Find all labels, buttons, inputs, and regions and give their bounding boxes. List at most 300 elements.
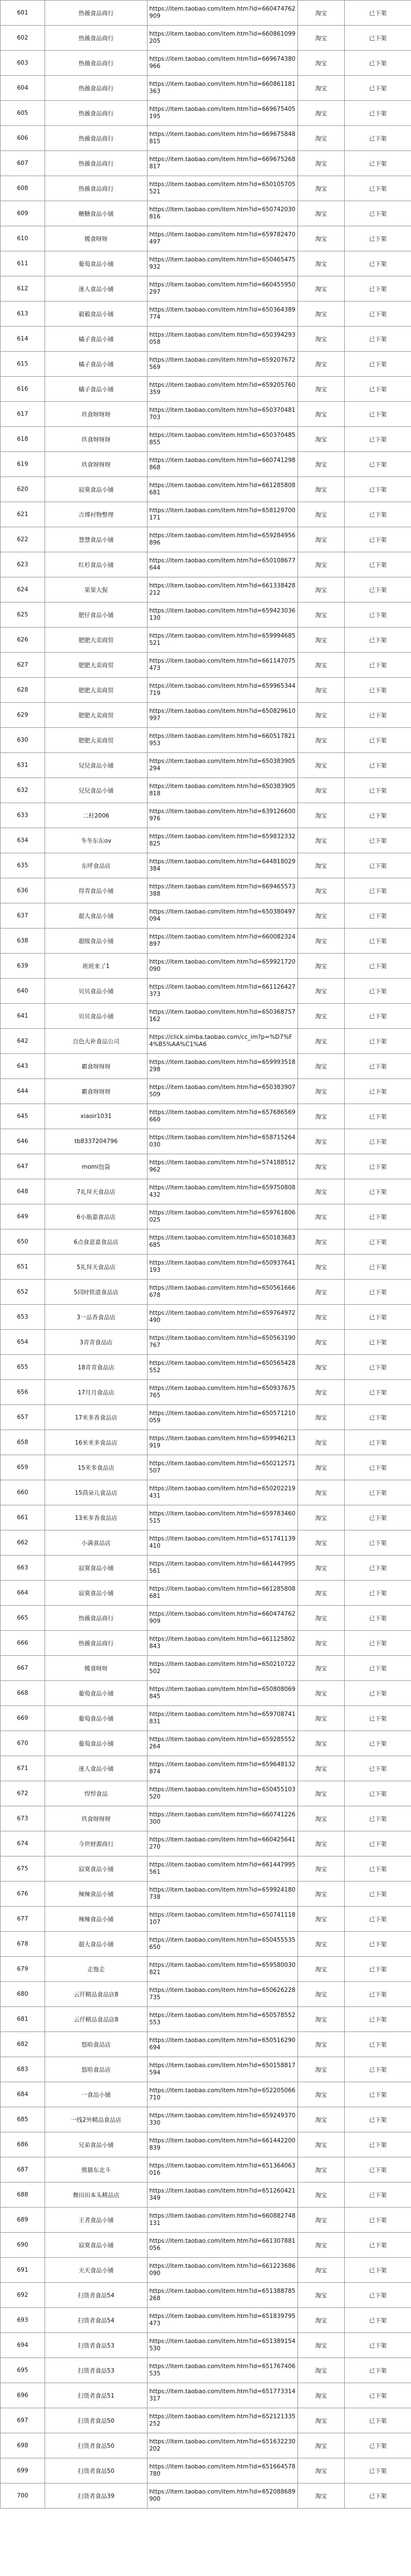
table-row <box>1 1831 411 1856</box>
product-link-cell[interactable]: https://item.taobao.com/item.htm?id=661285808681 <box>148 477 298 502</box>
product-link-cell[interactable]: https://item.taobao.com/item.htm?id=659921720090 <box>148 954 298 979</box>
platform-cell: 淘宝 <box>298 2082 345 2107</box>
row-number-cell: 613 <box>1 302 45 327</box>
row-number-cell: 649 <box>1 1204 45 1229</box>
platform-cell: 淘宝 <box>298 1856 345 1882</box>
status-cell: 已下架 <box>345 1932 411 1957</box>
product-link-cell[interactable]: https://item.taobao.com/item.htm?id=650808069845 <box>148 1681 298 1706</box>
shop-name-cell: 扫货者食品50 <box>45 2458 148 2483</box>
product-link-cell[interactable]: https://item.taobao.com/item.htm?id=660741226300 <box>148 1806 298 1831</box>
product-link-cell[interactable]: https://item.taobao.com/item.htm?id=660882748131 <box>148 2208 298 2233</box>
product-link-cell[interactable]: https://item.taobao.com/item.htm?id=650626228735 <box>148 1982 298 2007</box>
row-number-cell: 697 <box>1 2408 45 2433</box>
row-number-cell: 657 <box>1 1405 45 1430</box>
product-link-cell[interactable]: https://item.taobao.com/item.htm?id=659580030821 <box>148 1957 298 1982</box>
platform-cell: 淘宝 <box>298 803 345 828</box>
product-link-cell[interactable]: https://item.taobao.com/item.htm?id=660425641270 <box>148 1831 298 1856</box>
product-link-cell[interactable]: https://item.taobao.com/item.htm?id=669675268817 <box>148 151 298 176</box>
product-link-cell[interactable]: https://item.taobao.com/item.htm?id=661125802843 <box>148 1631 298 1656</box>
status-cell: 已下架 <box>345 1480 411 1505</box>
status-cell: 已下架 <box>345 1681 411 1706</box>
shop-name-cell: 葡萄食品小铺 <box>45 1731 148 1756</box>
platform-cell: 淘宝 <box>298 2383 345 2408</box>
product-link-cell[interactable]: https://item.taobao.com/item.htm?id=659284956896 <box>148 527 298 552</box>
row-number-cell: 663 <box>1 1556 45 1581</box>
platform-cell: 淘宝 <box>298 1480 345 1505</box>
product-link-cell[interactable]: https://item.taobao.com/item.htm?id=659924180738 <box>148 1882 298 1907</box>
product-link-cell[interactable]: https://item.taobao.com/item.htm?id=650563190767 <box>148 1330 298 1355</box>
table-row <box>1 2408 411 2433</box>
product-link-cell[interactable]: https://item.taobao.com/item.htm?id=650578552553 <box>148 2007 298 2032</box>
table-row <box>1 1129 411 1154</box>
status-cell: 已下架 <box>345 2383 411 2408</box>
product-link-cell[interactable]: https://item.taobao.com/item.htm?id=658129700171 <box>148 502 298 527</box>
shop-name-cell: 走饱走 <box>45 1957 148 1982</box>
status-cell: 已下架 <box>345 903 411 929</box>
shop-name-cell: 东呼食品店 <box>45 853 148 878</box>
status-cell: 已下架 <box>345 1355 411 1380</box>
product-link-cell[interactable]: https://item.taobao.com/item.htm?id=652205066710 <box>148 2082 298 2107</box>
product-link-cell[interactable]: https://item.taobao.com/item.htm?id=651388785268 <box>148 2283 298 2308</box>
status-cell: 已下架 <box>345 1204 411 1229</box>
status-cell: 已下架 <box>345 1430 411 1455</box>
row-number-cell: 630 <box>1 728 45 753</box>
platform-cell: 淘宝 <box>298 628 345 653</box>
platform-cell: 淘宝 <box>298 929 345 954</box>
product-link-cell[interactable]: https://item.taobao.com/item.htm?id=650937641193 <box>148 1255 298 1280</box>
product-link-cell[interactable]: https://item.taobao.com/item.htm?id=650742030816 <box>148 201 298 226</box>
row-number-cell: 654 <box>1 1330 45 1355</box>
table-row <box>1 552 411 577</box>
product-link-cell[interactable]: https://item.taobao.com/item.htm?id=661285808681 <box>148 1581 298 1606</box>
status-cell: 已下架 <box>345 2283 411 2308</box>
product-link-cell[interactable]: https://item.taobao.com/item.htm?id=661442200839 <box>148 2132 298 2157</box>
status-cell: 已下架 <box>345 2308 411 2333</box>
product-link-cell[interactable]: https://item.taobao.com/item.htm?id=660861181363 <box>148 76 298 101</box>
product-link-cell[interactable]: https://item.taobao.com/item.htm?id=659205760359 <box>148 377 298 402</box>
row-number-cell: 625 <box>1 602 45 628</box>
shop-name-cell: 今世财源商行 <box>45 1831 148 1856</box>
product-link-cell[interactable]: https://item.taobao.com/item.htm?id=652121335252 <box>148 2408 298 2433</box>
status-cell: 已下架 <box>345 1856 411 1882</box>
row-number-cell: 685 <box>1 2107 45 2132</box>
platform-cell: 淘宝 <box>298 201 345 226</box>
product-link-cell[interactable]: https://item.taobao.com/item.htm?id=650183683685 <box>148 1229 298 1255</box>
table-row <box>1 2183 411 2208</box>
product-link-cell[interactable]: https://item.taobao.com/item.htm?id=657686569660 <box>148 1104 298 1129</box>
product-link-cell[interactable]: https://item.taobao.com/item.htm?id=651741139410 <box>148 1530 298 1556</box>
product-link-cell[interactable]: https://item.taobao.com/item.htm?id=659207672569 <box>148 352 298 377</box>
product-link-cell[interactable]: https://item.taobao.com/item.htm?id=669465573388 <box>148 878 298 903</box>
shop-name-cell: 超级食品小铺 <box>45 929 148 954</box>
row-number-cell: 694 <box>1 2333 45 2358</box>
row-number-cell: 606 <box>1 126 45 151</box>
product-link-cell[interactable]: https://item.taobao.com/item.htm?id=652088689900 <box>148 2483 298 2509</box>
row-number-cell: 687 <box>1 2157 45 2183</box>
status-cell: 已下架 <box>345 226 411 251</box>
table-row <box>1 1054 411 1079</box>
platform-cell: 淘宝 <box>298 828 345 853</box>
platform-cell: 淘宝 <box>298 427 345 452</box>
platform-cell: 淘宝 <box>298 2258 345 2283</box>
shop-name-cell: 云仟精品食品店8 <box>45 2007 148 2032</box>
shop-name-cell: 热薇食品商行 <box>45 101 148 126</box>
row-number-cell: 628 <box>1 678 45 703</box>
product-link-cell[interactable]: https://item.taobao.com/item.htm?id=659750808432 <box>148 1179 298 1204</box>
product-link-cell[interactable]: https://item.taobao.com/item.htm?id=650364389774 <box>148 302 298 327</box>
row-number-cell: 678 <box>1 1932 45 1957</box>
platform-cell: 淘宝 <box>298 176 345 201</box>
product-link-cell[interactable]: https://item.taobao.com/item.htm?id=659764972490 <box>148 1305 298 1330</box>
table-row <box>1 602 411 628</box>
platform-cell: 淘宝 <box>298 1229 345 1255</box>
shop-name-cell: 扫货者食品50 <box>45 2408 148 2433</box>
product-link-cell[interactable]: https://item.taobao.com/item.htm?id=650105705521 <box>148 176 298 201</box>
status-cell: 已下架 <box>345 76 411 101</box>
product-link-cell[interactable]: https://item.taobao.com/item.htm?id=650370485855 <box>148 427 298 452</box>
row-number-cell: 667 <box>1 1656 45 1681</box>
shop-name-cell: 百色大补食品公司 <box>45 1029 148 1054</box>
product-link-cell[interactable]: https://item.taobao.com/item.htm?id=650571210059 <box>148 1405 298 1430</box>
table-row <box>1 1581 411 1606</box>
product-link-cell[interactable]: https://item.taobao.com/item.htm?id=660455950297 <box>148 276 298 302</box>
status-cell: 已下架 <box>345 753 411 778</box>
row-number-cell: 660 <box>1 1480 45 1505</box>
product-link-cell[interactable]: https://item.taobao.com/item.htm?id=651664578780 <box>148 2458 298 2483</box>
shop-name-cell: 悠哈食品店 <box>45 2032 148 2057</box>
status-cell: 已下架 <box>345 1656 411 1681</box>
platform-cell: 淘宝 <box>298 2283 345 2308</box>
platform-cell: 淘宝 <box>298 126 345 151</box>
row-number-cell: 684 <box>1 2082 45 2107</box>
shop-name-cell: 葡萄食品小铺 <box>45 251 148 276</box>
table-row <box>1 1229 411 1255</box>
shop-name-cell: 13米多香食品店 <box>45 1505 148 1530</box>
platform-cell: 淘宝 <box>298 2132 345 2157</box>
table-row <box>1 427 411 452</box>
shop-name-cell: 一线2外精品食品店 <box>45 2107 148 2132</box>
product-link-cell[interactable]: https://item.taobao.com/item.htm?id=659761806025 <box>148 1204 298 1229</box>
table-row <box>1 1179 411 1204</box>
product-link-cell[interactable]: https://item.taobao.com/item.htm?id=659782470497 <box>148 226 298 251</box>
status-cell: 已下架 <box>345 778 411 803</box>
table-row <box>1 2208 411 2233</box>
product-link-cell[interactable]: https://item.taobao.com/item.htm?id=651364063016 <box>148 2157 298 2183</box>
status-cell: 已下架 <box>345 1004 411 1029</box>
shop-name-cell: 橘子食品小铺 <box>45 377 148 402</box>
platform-cell: 淘宝 <box>298 1104 345 1129</box>
row-number-cell: 640 <box>1 979 45 1004</box>
product-link-cell[interactable]: https://item.taobao.com/item.htm?id=660861099205 <box>148 26 298 51</box>
row-number-cell: 671 <box>1 1756 45 1781</box>
status-cell: 已下架 <box>345 2433 411 2458</box>
status-cell: 已下架 <box>345 327 411 352</box>
product-link-cell[interactable]: https://item.taobao.com/item.htm?id=650829610997 <box>148 703 298 728</box>
shop-name-cell: 寂寞食品小铺 <box>45 1556 148 1581</box>
platform-cell: 淘宝 <box>298 753 345 778</box>
platform-cell: 淘宝 <box>298 728 345 753</box>
product-link-cell[interactable]: https://item.taobao.com/item.htm?id=650383907509 <box>148 1079 298 1104</box>
table-row <box>1 2007 411 2032</box>
product-link-cell[interactable]: https://item.taobao.com/item.htm?id=650210722502 <box>148 1656 298 1681</box>
product-link-cell[interactable]: https://item.taobao.com/item.htm?id=650158817594 <box>148 2057 298 2082</box>
product-link-cell[interactable]: https://item.taobao.com/item.htm?id=659832332825 <box>148 828 298 853</box>
row-number-cell: 646 <box>1 1129 45 1154</box>
status-cell: 已下架 <box>345 2333 411 2358</box>
shop-name-cell: 班班来了1 <box>45 954 148 979</box>
product-link-cell[interactable]: https://item.taobao.com/item.htm?id=659946213919 <box>148 1430 298 1455</box>
product-link-cell[interactable]: https://item.taobao.com/item.htm?id=650455535650 <box>148 1932 298 1957</box>
product-link-cell[interactable]: https://item.taobao.com/item.htm?id=650368757162 <box>148 1004 298 1029</box>
status-cell: 已下架 <box>345 1731 411 1756</box>
platform-cell: 淘宝 <box>298 1656 345 1681</box>
platform-cell: 淘宝 <box>298 2157 345 2183</box>
row-number-cell: 601 <box>1 1 45 26</box>
table-row <box>1 1 411 26</box>
product-link-cell[interactable]: https://item.taobao.com/item.htm?id=661147075473 <box>148 653 298 678</box>
platform-cell: 淘宝 <box>298 1179 345 1204</box>
product-link-cell[interactable]: https://item.taobao.com/item.htm?id=650394293058 <box>148 327 298 352</box>
platform-cell: 淘宝 <box>298 1806 345 1831</box>
status-cell: 已下架 <box>345 1104 411 1129</box>
status-cell: 已下架 <box>345 1330 411 1355</box>
table-row <box>1 26 411 51</box>
product-link-cell[interactable]: https://item.taobao.com/item.htm?id=650212571507 <box>148 1455 298 1480</box>
platform-cell: 淘宝 <box>298 527 345 552</box>
product-link-cell[interactable]: https://click.simba.taobao.com/cc_im?p=%D7%F4%B5%AA%C1%A6 <box>148 1029 298 1054</box>
product-link-cell[interactable]: https://item.taobao.com/item.htm?id=669674380966 <box>148 51 298 76</box>
status-cell: 已下架 <box>345 1907 411 1932</box>
status-cell: 已下架 <box>345 2208 411 2233</box>
shop-name-cell: 17米多香食品店 <box>45 1405 148 1430</box>
product-link-cell[interactable]: https://item.taobao.com/item.htm?id=660474762909 <box>148 1 298 26</box>
status-cell: 已下架 <box>345 352 411 377</box>
status-cell: 已下架 <box>345 853 411 878</box>
table-row <box>1 577 411 602</box>
table-row <box>1 954 411 979</box>
platform-cell: 淘宝 <box>298 352 345 377</box>
platform-cell: 淘宝 <box>298 1204 345 1229</box>
platform-cell: 淘宝 <box>298 76 345 101</box>
status-cell: 已下架 <box>345 1781 411 1806</box>
product-link-cell[interactable]: https://item.taobao.com/item.htm?id=650455103520 <box>148 1781 298 1806</box>
platform-cell: 淘宝 <box>298 502 345 527</box>
table-row <box>1 1154 411 1179</box>
product-link-cell[interactable]: https://item.taobao.com/item.htm?id=659993518298 <box>148 1054 298 1079</box>
platform-cell: 淘宝 <box>298 2333 345 2358</box>
product-link-cell[interactable]: https://item.taobao.com/item.htm?id=574188512962 <box>148 1154 298 1179</box>
shop-name-cell: 霸食呀呀呀 <box>45 1079 148 1104</box>
product-link-cell[interactable]: https://item.taobao.com/item.htm?id=659965344719 <box>148 678 298 703</box>
product-link-cell[interactable]: https://item.taobao.com/item.htm?id=661126427373 <box>148 979 298 1004</box>
table-row <box>1 201 411 226</box>
product-link-cell[interactable]: https://item.taobao.com/item.htm?id=659423036130 <box>148 602 298 628</box>
product-link-cell[interactable]: https://item.taobao.com/item.htm?id=651773314317 <box>148 2383 298 2408</box>
table-row <box>1 1255 411 1280</box>
row-number-cell: 624 <box>1 577 45 602</box>
product-link-cell[interactable]: https://item.taobao.com/item.htm?id=651839795473 <box>148 2308 298 2333</box>
status-cell: 已下架 <box>345 1957 411 1982</box>
table-row <box>1 477 411 502</box>
row-number-cell: 670 <box>1 1731 45 1756</box>
product-link-cell[interactable]: https://item.taobao.com/item.htm?id=661223686090 <box>148 2258 298 2283</box>
row-number-cell: 610 <box>1 226 45 251</box>
platform-cell: 淘宝 <box>298 151 345 176</box>
product-link-cell[interactable]: https://item.taobao.com/item.htm?id=650108677644 <box>148 552 298 577</box>
platform-cell: 淘宝 <box>298 1756 345 1781</box>
status-cell: 已下架 <box>345 1631 411 1656</box>
shop-name-cell: 贝贝食品小铺 <box>45 1004 148 1029</box>
table-row <box>1 1079 411 1104</box>
product-link-cell[interactable]: https://item.taobao.com/item.htm?id=659994685521 <box>148 628 298 653</box>
status-cell: 已下架 <box>345 377 411 402</box>
product-link-cell[interactable]: https://item.taobao.com/item.htm?id=650937675765 <box>148 1380 298 1405</box>
product-link-cell[interactable]: https://item.taobao.com/item.htm?id=651632230202 <box>148 2433 298 2458</box>
product-link-cell[interactable]: https://item.taobao.com/item.htm?id=658715264030 <box>148 1129 298 1154</box>
table-row <box>1 176 411 201</box>
status-cell: 已下架 <box>345 2183 411 2208</box>
status-cell: 已下架 <box>345 979 411 1004</box>
shop-name-cell: 媛食呀呀 <box>45 226 148 251</box>
product-link-cell[interactable]: https://item.taobao.com/item.htm?id=651389154530 <box>148 2333 298 2358</box>
row-number-cell: 656 <box>1 1380 45 1405</box>
platform-cell: 淘宝 <box>298 1982 345 2007</box>
table-row <box>1 1706 411 1731</box>
platform-cell: 淘宝 <box>298 2057 345 2082</box>
shop-name-cell: 迷人食品小铺 <box>45 276 148 302</box>
row-number-cell: 604 <box>1 76 45 101</box>
row-number-cell: 635 <box>1 853 45 878</box>
status-cell: 已下架 <box>345 2483 411 2509</box>
product-link-cell[interactable]: https://item.taobao.com/item.htm?id=639126600976 <box>148 803 298 828</box>
row-number-cell: 695 <box>1 2358 45 2383</box>
product-link-cell[interactable]: https://item.taobao.com/item.htm?id=661447995561 <box>148 1556 298 1581</box>
status-cell: 已下架 <box>345 1831 411 1856</box>
product-link-cell[interactable]: https://item.taobao.com/item.htm?id=650741118107 <box>148 1907 298 1932</box>
product-link-cell[interactable]: https://item.taobao.com/item.htm?id=650202219431 <box>148 1480 298 1505</box>
row-number-cell: 679 <box>1 1957 45 1982</box>
platform-cell: 淘宝 <box>298 1957 345 1982</box>
platform-cell: 淘宝 <box>298 327 345 352</box>
status-cell: 已下架 <box>345 502 411 527</box>
row-number-cell: 621 <box>1 502 45 527</box>
shop-name-cell: 冬冬东东ov <box>45 828 148 853</box>
product-link-cell[interactable]: https://item.taobao.com/item.htm?id=661307881056 <box>148 2233 298 2258</box>
product-link-cell[interactable]: https://item.taobao.com/item.htm?id=651260421349 <box>148 2183 298 2208</box>
row-number-cell: 693 <box>1 2308 45 2333</box>
platform-cell: 淘宝 <box>298 653 345 678</box>
table-row <box>1 979 411 1004</box>
platform-cell: 淘宝 <box>298 577 345 602</box>
product-link-cell[interactable]: https://item.taobao.com/item.htm?id=669675405195 <box>148 101 298 126</box>
status-cell: 已下架 <box>345 878 411 903</box>
product-link-cell[interactable]: https://item.taobao.com/item.htm?id=659708741831 <box>148 1706 298 1731</box>
product-link-cell[interactable]: https://item.taobao.com/item.htm?id=650383905294 <box>148 753 298 778</box>
product-link-cell[interactable]: https://item.taobao.com/item.htm?id=659249370330 <box>148 2107 298 2132</box>
product-link-cell[interactable]: https://item.taobao.com/item.htm?id=650380497094 <box>148 903 298 929</box>
platform-cell: 淘宝 <box>298 2308 345 2333</box>
product-link-cell[interactable]: https://item.taobao.com/item.htm?id=660741298868 <box>148 452 298 477</box>
shop-name-cell: 扫货者食品54 <box>45 2308 148 2333</box>
table-row <box>1 1280 411 1305</box>
platform-cell: 淘宝 <box>298 2107 345 2132</box>
row-number-cell: 682 <box>1 2032 45 2057</box>
table-row <box>1 653 411 678</box>
shop-name-cell: 玖食呀呀呀 <box>45 1806 148 1831</box>
row-number-cell: 688 <box>1 2183 45 2208</box>
product-link-cell[interactable]: https://item.taobao.com/item.htm?id=660474762909 <box>148 1606 298 1631</box>
platform-cell: 淘宝 <box>298 276 345 302</box>
row-number-cell: 664 <box>1 1581 45 1606</box>
row-number-cell: 681 <box>1 2007 45 2032</box>
row-number-cell: 661 <box>1 1505 45 1530</box>
shop-name-cell: 寂寞食品小铺 <box>45 477 148 502</box>
table-row <box>1 527 411 552</box>
product-link-cell[interactable]: https://item.taobao.com/item.htm?id=650565428552 <box>148 1355 298 1380</box>
product-link-cell[interactable]: https://item.taobao.com/item.htm?id=659285552264 <box>148 1731 298 1756</box>
product-link-cell[interactable]: https://item.taobao.com/item.htm?id=650370481703 <box>148 402 298 427</box>
product-link-cell[interactable]: https://item.taobao.com/item.htm?id=650561666678 <box>148 1280 298 1305</box>
shop-name-cell: 扫货者食品53 <box>45 2333 148 2358</box>
shop-name-cell: 小满食品店 <box>45 1530 148 1556</box>
product-link-cell[interactable]: https://item.taobao.com/item.htm?id=650383905818 <box>148 778 298 803</box>
status-cell: 已下架 <box>345 1029 411 1054</box>
product-link-cell[interactable]: https://item.taobao.com/item.htm?id=660517821953 <box>148 728 298 753</box>
platform-cell: 淘宝 <box>298 1 345 26</box>
table-row <box>1 126 411 151</box>
row-number-cell: 644 <box>1 1079 45 1104</box>
row-number-cell: 691 <box>1 2258 45 2283</box>
shop-name-cell: 玖食呀呀呀 <box>45 402 148 427</box>
product-link-cell[interactable]: https://item.taobao.com/item.htm?id=669675848815 <box>148 126 298 151</box>
product-link-cell[interactable]: https://item.taobao.com/item.htm?id=644818029384 <box>148 853 298 878</box>
shop-name-cell: 肥肥大卖商贸 <box>45 728 148 753</box>
table-row <box>1 352 411 377</box>
row-number-cell: 674 <box>1 1831 45 1856</box>
platform-cell: 淘宝 <box>298 101 345 126</box>
shop-name-cell: 葡萄食品小铺 <box>45 1706 148 1731</box>
product-link-cell[interactable]: https://item.taobao.com/item.htm?id=659648132874 <box>148 1756 298 1781</box>
row-number-cell: 659 <box>1 1455 45 1480</box>
product-link-cell[interactable]: https://item.taobao.com/item.htm?id=660082324897 <box>148 929 298 954</box>
table-row <box>1 2383 411 2408</box>
shop-name-cell: 云仟精品食品店8 <box>45 1982 148 2007</box>
table-row <box>1 76 411 101</box>
row-number-cell: 680 <box>1 1982 45 2007</box>
status-cell: 已下架 <box>345 2358 411 2383</box>
status-cell: 已下架 <box>345 2132 411 2157</box>
platform-cell: 淘宝 <box>298 2183 345 2208</box>
status-cell: 已下架 <box>345 929 411 954</box>
shop-name-cell: 热薇食品商行 <box>45 126 148 151</box>
platform-cell: 淘宝 <box>298 678 345 703</box>
product-link-cell[interactable]: https://item.taobao.com/item.htm?id=661338428212 <box>148 577 298 602</box>
product-link-cell[interactable]: https://item.taobao.com/item.htm?id=650516290694 <box>148 2032 298 2057</box>
product-link-cell[interactable]: https://item.taobao.com/item.htm?id=650465475932 <box>148 251 298 276</box>
platform-cell: 淘宝 <box>298 1029 345 1054</box>
platform-cell: 淘宝 <box>298 2208 345 2233</box>
row-number-cell: 652 <box>1 1280 45 1305</box>
platform-cell: 淘宝 <box>298 1280 345 1305</box>
product-link-cell[interactable]: https://item.taobao.com/item.htm?id=651767406535 <box>148 2358 298 2383</box>
platform-cell: 淘宝 <box>298 2433 345 2458</box>
table-row <box>1 226 411 251</box>
shop-name-cell: tb8337204796 <box>45 1129 148 1154</box>
shop-name-cell: 寂寞食品小铺 <box>45 1581 148 1606</box>
row-number-cell: 673 <box>1 1806 45 1831</box>
product-link-cell[interactable]: https://item.taobao.com/item.htm?id=661447995561 <box>148 1856 298 1882</box>
product-link-cell[interactable]: https://item.taobao.com/item.htm?id=659783460515 <box>148 1505 298 1530</box>
